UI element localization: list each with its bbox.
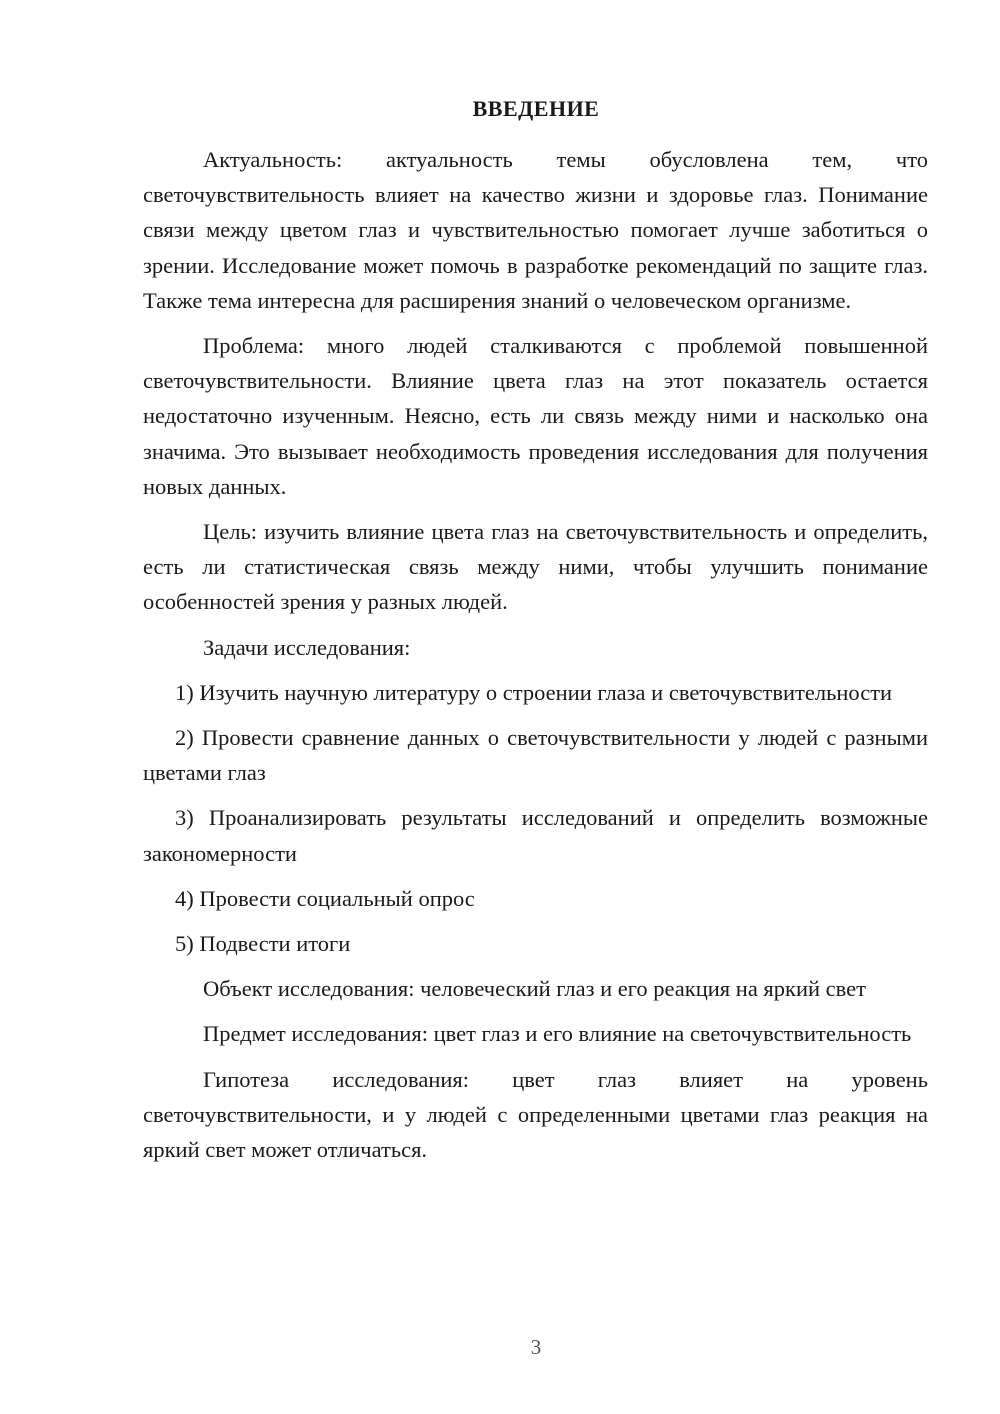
research-subject-paragraph: Предмет исследования: цвет глаз и его влияние на светочувствительность [203, 1021, 912, 1047]
research-object-paragraph: Объект исследования: человеческий глаз и его реакция на яркий свет [203, 976, 866, 1002]
relevance-paragraph: Актуальность: актуальность темы обусловлена тем, что светочувствительность влияет на качество жизни и здоровье глаз. Понимание связи между цветом глаз и чувствительностью помогает лучше заботиться о зрении. Исследование может помочь в разработке рекомендаций по защите глаз. Также тема интересна для расширения знаний о человеческом организме. [143, 147, 928, 313]
goal-paragraph: Цель: изучить влияние цвета глаз на светочувствительность и определить, есть ли статистическая связь между ними, чтобы улучшить понимание особенностей зрения у разных людей. [143, 519, 928, 615]
task-item: 3) Проанализировать результаты исследований и определить возможные закономерности [143, 805, 928, 866]
page-number: 3 [530, 1335, 542, 1359]
task-item: 4) Провести социальный опрос [175, 885, 475, 911]
tasks-heading: Задачи исследования: [203, 634, 411, 660]
task-item: 1) Изучить научную литературу о строении глаза и светочувствительности [175, 679, 893, 705]
section-body [143, 142, 928, 1167]
hypothesis-paragraph: Гипотеза исследования: цвет глаз влияет на уровень светочувствительности, и у людей с определенными цветами глаз реакция на яркий свет может отличаться. [143, 1066, 928, 1163]
task-item: 2) Провести сравнение данных о светочувствительности у людей с разными цветами глаз [143, 725, 928, 786]
problem-paragraph: Проблема: много людей сталкиваются с проблемой повышенной светочувствительности. Влияние цвета глаз на этот показатель остается недостаточно изученным. Неясно, есть ли связь между ними и насколько она значима. Это вызывает необходимость проведения исследования для получения новых данных. [143, 333, 928, 499]
task-item: 5) Подвести итоги [175, 931, 351, 957]
section-title: ВВЕДЕНИЕ [472, 96, 600, 121]
